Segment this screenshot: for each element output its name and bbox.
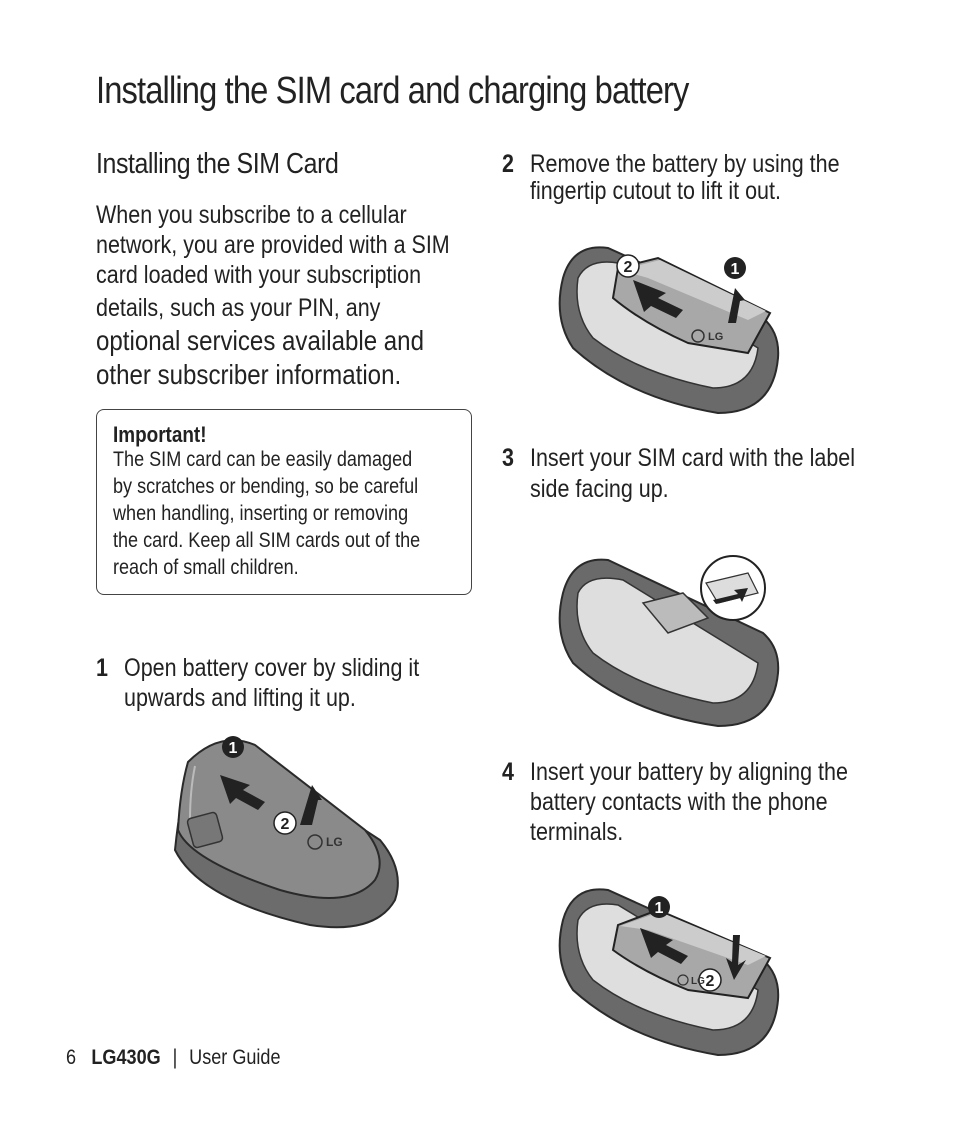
- step-2-number: 2: [502, 150, 514, 178]
- model-name: LG430G: [91, 1046, 161, 1069]
- lg-logo-text: LG: [691, 976, 705, 987]
- intro-line: details, such as your PIN, any: [96, 294, 381, 322]
- lg-logo-text: LG: [708, 331, 724, 343]
- step-3-text: side facing up.: [530, 475, 669, 503]
- step-3-text: Insert your SIM card with the label: [530, 444, 856, 472]
- lg-logo-text: LG: [326, 835, 343, 849]
- step-2-text: Remove the battery by using the: [530, 150, 840, 178]
- step-1-text: Open battery cover by sliding it: [124, 654, 420, 682]
- step-2-text: fingertip cutout to lift it out.: [530, 177, 781, 205]
- important-note-box: [96, 409, 472, 595]
- important-line: by scratches or bending, so be careful: [113, 475, 419, 498]
- page-number: 6: [66, 1046, 77, 1069]
- page-footer: [66, 1046, 281, 1070]
- important-line: the card. Keep all SIM cards out of the: [113, 529, 421, 552]
- important-title: Important!: [113, 422, 207, 447]
- intro-line: network, you are provided with a SIM: [96, 231, 450, 259]
- page-title: Installing the SIM card and charging battery: [96, 70, 689, 112]
- step-4-text: battery contacts with the phone: [530, 788, 828, 816]
- footer-separator: |: [172, 1046, 178, 1069]
- marker-2-label: 2: [280, 816, 290, 833]
- intro-line: optional services available and: [96, 325, 424, 356]
- intro-line: other subscriber information.: [96, 359, 402, 390]
- step-4-text: terminals.: [530, 818, 624, 846]
- section-title: Installing the SIM Card: [96, 148, 339, 180]
- marker-2-label: 2: [623, 259, 633, 276]
- intro-line: card loaded with your subscription: [96, 261, 422, 289]
- step-1-number: 1: [96, 654, 108, 682]
- marker-1-label: 1: [228, 740, 238, 757]
- step-4-illustration: [548, 880, 783, 1058]
- step-3-illustration: [548, 548, 783, 728]
- step-4-number: 4: [502, 758, 514, 786]
- step-3-number: 3: [502, 444, 514, 472]
- important-line: reach of small children.: [113, 556, 299, 579]
- marker-2-label: 2: [705, 973, 715, 990]
- guide-label: User Guide: [189, 1046, 281, 1069]
- intro-line: When you subscribe to a cellular: [96, 201, 407, 229]
- important-line: when handling, inserting or removing: [113, 502, 409, 525]
- marker-1-label: 1: [730, 261, 740, 278]
- marker-1-label: 1: [654, 900, 664, 917]
- step-4-text: Insert your battery by aligning the: [530, 758, 848, 786]
- step-1-text: upwards and lifting it up.: [124, 684, 356, 712]
- important-line: The SIM card can be easily damaged: [113, 448, 413, 471]
- step-1-illustration: [160, 730, 410, 935]
- step-2-illustration: [548, 238, 783, 416]
